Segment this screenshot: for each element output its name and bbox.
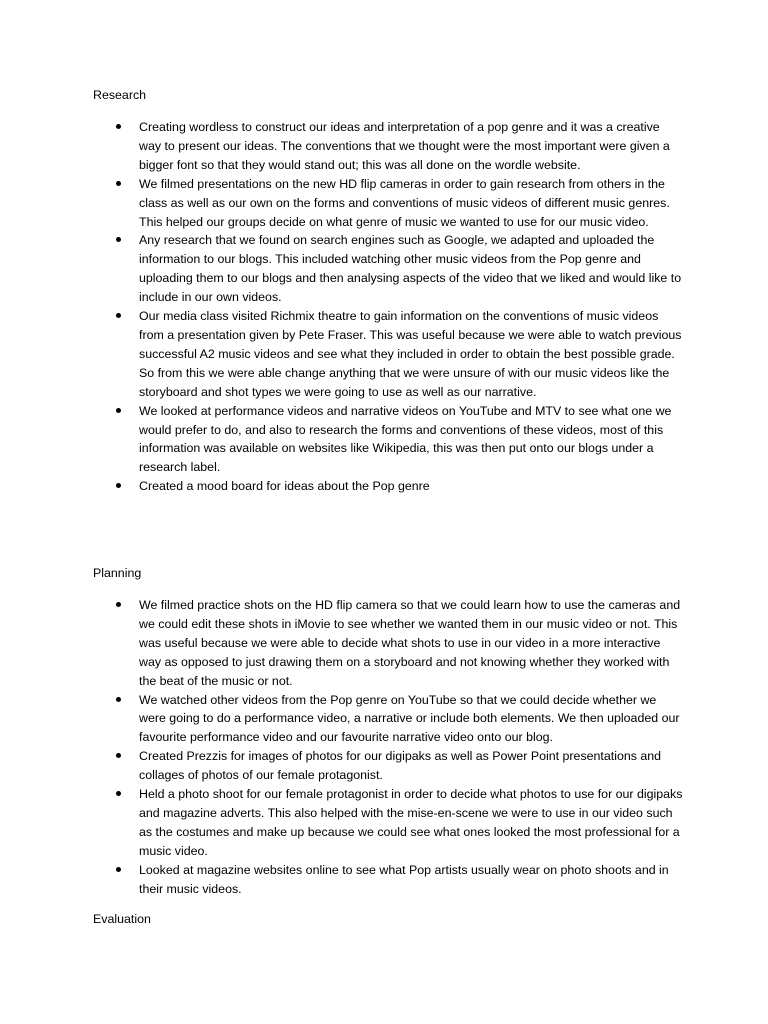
- bullet-icon: [116, 753, 121, 758]
- planning-section-heading-wrap: [93, 564, 683, 583]
- list-item: [93, 691, 683, 748]
- research-section-heading-wrap: [93, 86, 683, 105]
- list-item-text: Looked at magazine websites online to see what Pop artists usually wear on photo shoots and in their music videos.: [139, 862, 669, 896]
- bullet-icon: [116, 602, 121, 607]
- planning-heading: Planning: [93, 566, 142, 580]
- bullet-icon: [116, 483, 121, 488]
- list-item-text: Creating wordless to construct our ideas and interpretation of a pop genre and it was a creative way to present our ideas. The conventions that we thought were the most important were given a bigger font so that they would stand out; this was all done on the wordle website.: [139, 120, 670, 172]
- list-item-text: Created a mood board for ideas about the Pop genre: [139, 479, 430, 494]
- list-item-text: Any research that we found on search engines such as Google, we adapted and uploaded the information to our blogs. This included watching other music videos from the Pop genre and uploading them to our blogs and then analysing aspects of the video that we liked and would like to include in our own videos.: [139, 233, 682, 305]
- evaluation-heading: Evaluation: [93, 912, 151, 926]
- list-item: [93, 477, 683, 496]
- research-bullet-list: [93, 118, 683, 496]
- list-item-text: Held a photo shoot for our female protagonist in order to decide what photos to use for our digipaks and magazine adverts. This also helped with the mise-en-scene we were to use in our video such as the costumes and make up because we could see what ones looked the most professional for a music video.: [139, 787, 683, 858]
- list-item-text: Created Prezzis for images of photos for our digipaks as well as Power Point presentations and collages of photos of our female protagonist.: [139, 749, 662, 783]
- list-item-text: We watched other videos from the Pop genre on YouTube so that we could decide whether we were going to do a performance video, a narrative or include both elements. We then uploaded our favourite performance video and our favourite narrative video onto our blog.: [139, 692, 680, 745]
- bullet-icon: [116, 408, 121, 413]
- list-item: [93, 402, 683, 478]
- bullet-icon: [116, 237, 121, 242]
- list-item: [93, 785, 683, 861]
- list-item: [93, 307, 683, 402]
- list-item: [93, 118, 683, 175]
- list-item-text: We looked at performance videos and narrative videos on YouTube and MTV to see what one we would prefer to do, and also to research the forms and conventions of these videos, most of this information was available on websites like Wikipedia, this was then put onto our blogs under a research label.: [139, 403, 672, 475]
- planning-section: [93, 596, 683, 899]
- list-item-text: Our media class visited Richmix theatre to gain information on the conventions of music videos from a presentation given by Pete Fraser. This was useful because we were able to watch previous successful A2 music videos and see what they included in order to obtain the best possible grade. So from this we were able change anything that we were unsure of with our music videos like the storyboard and shot types we were going to use as well as our narrative.: [139, 309, 682, 399]
- bullet-icon: [116, 181, 121, 186]
- list-item: [93, 231, 683, 307]
- bullet-icon: [116, 697, 121, 702]
- list-item: [93, 861, 683, 899]
- list-item: [93, 175, 683, 232]
- planning-bullet-list: [93, 596, 683, 899]
- list-item-text: We filmed presentations on the new HD flip cameras in order to gain research from others in the class as well as our own on the forms and conventions of music videos of different music genres. This helped our groups decide on what genre of music we wanted to use for our music video.: [139, 176, 670, 229]
- bullet-icon: [116, 791, 121, 796]
- list-item-text: We filmed practice shots on the HD flip camera so that we could learn how to use the cameras and we could edit these shots in iMovie to see whether we wanted them in our music video or not. This was useful because we were able to decide what shots to use in our video in a more interactive way as opposed to just drawing them on a storyboard and not knowing whether they worked with the beat of the music or not.: [139, 598, 681, 688]
- bullet-icon: [116, 867, 121, 872]
- research-section: [93, 118, 683, 496]
- list-item: [93, 747, 683, 785]
- list-item: [93, 596, 683, 691]
- research-heading: Research: [93, 88, 147, 102]
- bullet-icon: [116, 313, 121, 318]
- evaluation-section-heading-wrap: [93, 910, 683, 929]
- bullet-icon: [116, 124, 121, 129]
